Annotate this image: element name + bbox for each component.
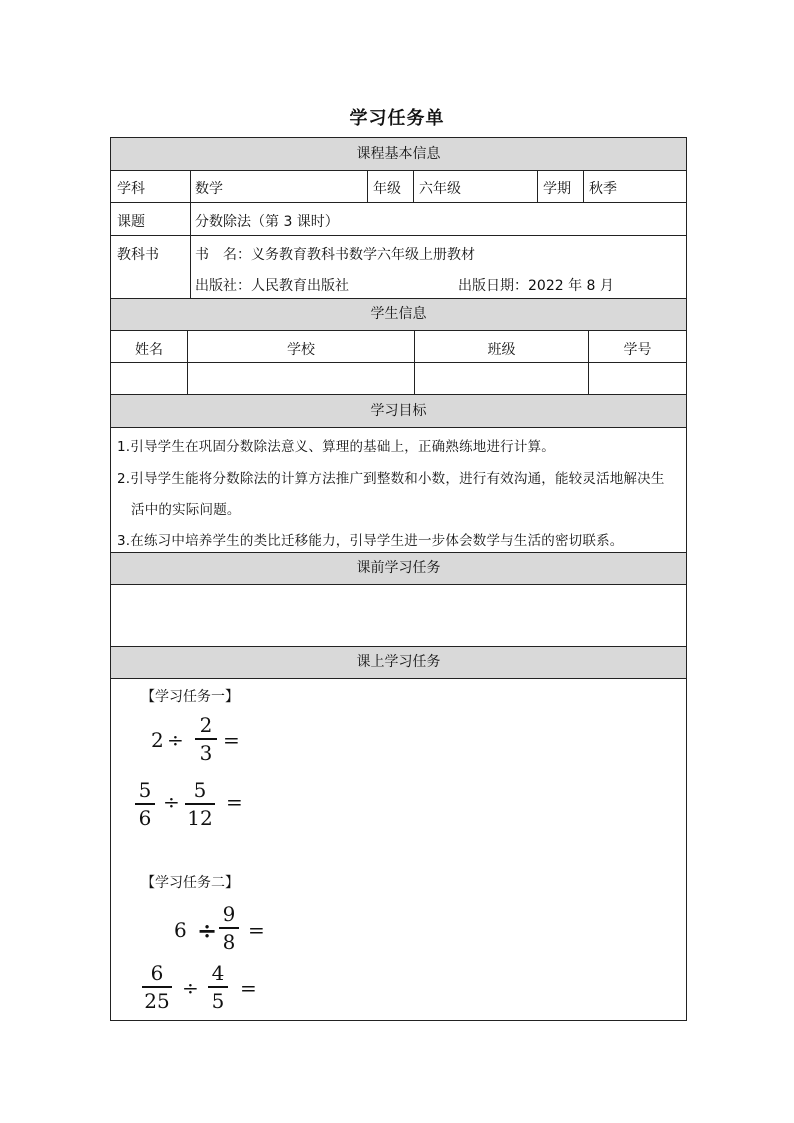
goal-item: 2.引导学生能将分数除法的计算方法推广到整数和小数，进行有效沟通，能较灵活地解决生 — [117, 471, 665, 487]
whole-number: 2 — [151, 728, 164, 752]
divider — [537, 170, 538, 202]
goal-item: 1.引导学生在巩固分数除法意义、算理的基础上，正确熟练地进行计算。 — [117, 439, 555, 455]
divider — [111, 235, 686, 236]
denominator: 8 — [222, 929, 236, 954]
student-info-header: 学生信息 — [111, 299, 686, 330]
fraction — [185, 779, 215, 829]
subject-label: 学科 — [117, 181, 145, 197]
subject-value: 数学 — [195, 181, 223, 197]
name-input-cell[interactable] — [111, 363, 187, 394]
divide-sign: ÷ — [197, 916, 218, 945]
fraction-bar — [142, 986, 172, 988]
term-value: 秋季 — [589, 181, 617, 197]
school-input-cell[interactable] — [188, 363, 414, 394]
task-sheet-table — [110, 137, 687, 1021]
pre-class-tasks-area[interactable] — [111, 585, 686, 646]
equals-sign: = — [223, 728, 240, 752]
equals-sign: = — [248, 918, 265, 942]
topic-label: 课题 — [117, 214, 145, 230]
numerator: 5 — [193, 778, 207, 802]
divide-sign: ÷ — [163, 790, 180, 814]
divider — [111, 202, 686, 203]
divider — [190, 170, 191, 298]
task-two-label: 【学习任务二】 — [141, 875, 239, 891]
student-id-input-cell[interactable] — [589, 363, 686, 394]
grade-value: 六年级 — [419, 181, 461, 197]
divide-sign: ÷ — [167, 728, 184, 752]
fraction-bar — [195, 738, 217, 740]
pre-class-tasks-header: 课前学习任务 — [111, 553, 686, 584]
grade-label: 年级 — [373, 181, 401, 197]
course-info-header: 课程基本信息 — [111, 138, 686, 170]
divide-sign: ÷ — [182, 976, 199, 1000]
goal-item-continued: 活中的实际问题。 — [131, 502, 241, 518]
class-input-cell[interactable] — [415, 363, 588, 394]
name-column-header: 姓名 — [135, 342, 163, 358]
fraction-bar — [185, 803, 215, 805]
learning-goals-header: 学习目标 — [111, 395, 686, 427]
class-column-header: 班级 — [487, 342, 516, 358]
school-column-header: 学校 — [287, 342, 315, 358]
fraction — [142, 962, 172, 1012]
student-id-column-header: 学号 — [623, 342, 652, 358]
divider — [111, 330, 686, 331]
numerator: 6 — [150, 961, 164, 985]
textbook-label: 教科书 — [117, 247, 159, 263]
denominator: 25 — [144, 988, 170, 1013]
fraction — [208, 962, 228, 1012]
numerator: 4 — [211, 961, 225, 985]
denominator: 5 — [211, 988, 225, 1013]
numerator: 5 — [138, 778, 152, 802]
publish-date: 出版日期：2022 年 8 月 — [458, 278, 614, 294]
divider — [111, 170, 686, 171]
goal-item: 3.在练习中培养学生的类比迁移能力，引导学生进一步体会数学与生活的密切联系。 — [117, 533, 624, 549]
fraction — [135, 779, 155, 829]
numerator: 9 — [222, 902, 236, 926]
equals-sign: = — [240, 976, 257, 1000]
divider — [583, 170, 584, 202]
denominator: 6 — [138, 805, 152, 830]
fraction-bar — [135, 803, 155, 805]
numerator: 2 — [199, 713, 213, 737]
denominator: 3 — [199, 740, 213, 765]
fraction — [219, 903, 239, 953]
divider — [111, 427, 686, 428]
divider — [111, 678, 686, 679]
task-one-label: 【学习任务一】 — [141, 689, 239, 705]
fraction — [195, 714, 217, 764]
fraction-bar — [219, 927, 239, 929]
topic-value: 分数除法（第 3 课时） — [195, 214, 339, 230]
divider — [413, 170, 414, 202]
whole-number: 6 — [174, 918, 187, 942]
fraction-bar — [208, 986, 228, 988]
term-label: 学期 — [543, 181, 571, 197]
publisher: 出版社：人民教育出版社 — [195, 278, 349, 294]
book-name: 书 名：义务教育教科书数学六年级上册教材 — [195, 247, 475, 263]
in-class-tasks-header: 课上学习任务 — [111, 647, 686, 678]
denominator: 12 — [187, 805, 213, 830]
divider — [367, 170, 368, 202]
page-title: 学习任务单 — [349, 108, 445, 129]
equals-sign: = — [226, 790, 243, 814]
